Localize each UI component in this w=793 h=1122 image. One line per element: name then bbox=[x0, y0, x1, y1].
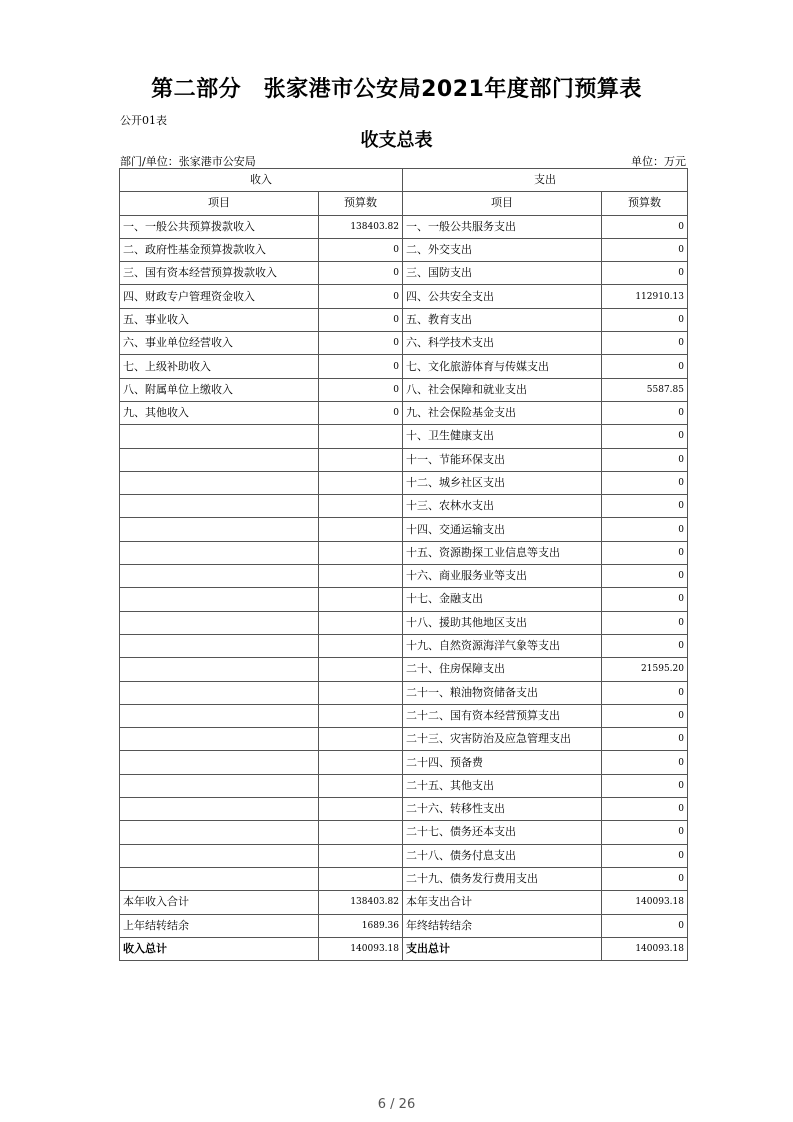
expense-value-cell: 0 bbox=[602, 541, 688, 564]
table-row bbox=[120, 285, 688, 308]
table-row bbox=[120, 914, 688, 937]
income-value-cell bbox=[319, 751, 403, 774]
column-header-row bbox=[120, 192, 688, 215]
table-row bbox=[120, 262, 688, 285]
expense-item-cell: 二十、住房保障支出 bbox=[403, 658, 602, 681]
income-value-cell bbox=[319, 634, 403, 657]
income-value-cell bbox=[319, 611, 403, 634]
income-value-cell: 0 bbox=[319, 285, 403, 308]
expense-value-cell: 0 bbox=[602, 588, 688, 611]
expense-item-cell: 十八、援助其他地区支出 bbox=[403, 611, 602, 634]
group-header-row bbox=[120, 169, 688, 192]
expense-item-cell: 十三、农林水支出 bbox=[403, 495, 602, 518]
form-code: 公开01表 bbox=[120, 114, 167, 127]
income-value-cell: 0 bbox=[319, 332, 403, 355]
table-row bbox=[120, 332, 688, 355]
income-value-cell bbox=[319, 588, 403, 611]
department-label: 部门/单位：张家港市公安局 bbox=[120, 155, 256, 168]
table-row bbox=[120, 751, 688, 774]
table-row bbox=[120, 448, 688, 471]
expense-value-cell: 0 bbox=[602, 471, 688, 494]
income-item-cell: 一、一般公共预算拨款收入 bbox=[120, 215, 319, 238]
expense-item-cell: 七、文化旅游体育与传媒支出 bbox=[403, 355, 602, 378]
table-row bbox=[120, 215, 688, 238]
expense-value-cell: 0 bbox=[602, 332, 688, 355]
expense-item-cell: 十五、资源勘探工业信息等支出 bbox=[403, 541, 602, 564]
expense-item-cell: 本年支出合计 bbox=[403, 891, 602, 914]
expense-value-cell: 0 bbox=[602, 611, 688, 634]
table-row bbox=[120, 658, 688, 681]
table-row bbox=[120, 401, 688, 424]
income-value-cell bbox=[319, 798, 403, 821]
expense-value-cell: 0 bbox=[602, 821, 688, 844]
table-row bbox=[120, 634, 688, 657]
expense-item-cell: 二十六、转移性支出 bbox=[403, 798, 602, 821]
grand-total-row bbox=[120, 937, 688, 960]
table-row bbox=[120, 728, 688, 751]
income-value-cell bbox=[319, 681, 403, 704]
income-value-cell bbox=[319, 844, 403, 867]
expense-value-cell: 0 bbox=[602, 518, 688, 541]
expense-item-cell: 二十二、国有资本经营预算支出 bbox=[403, 704, 602, 727]
expense-item-cell: 十二、城乡社区支出 bbox=[403, 471, 602, 494]
expense-value-cell: 0 bbox=[602, 798, 688, 821]
table-row bbox=[120, 844, 688, 867]
expense-item-cell: 年终结转结余 bbox=[403, 914, 602, 937]
expense-value-cell: 0 bbox=[602, 774, 688, 797]
expense-item-cell: 八、社会保障和就业支出 bbox=[403, 378, 602, 401]
expense-item-cell: 十、卫生健康支出 bbox=[403, 425, 602, 448]
expense-item-cell: 二十七、债务还本支出 bbox=[403, 821, 602, 844]
expense-item-cell: 十一、节能环保支出 bbox=[403, 448, 602, 471]
income-value-cell bbox=[319, 565, 403, 588]
income-item-cell bbox=[120, 611, 319, 634]
income-item-cell: 五、事业收入 bbox=[120, 308, 319, 331]
income-value-cell: 138403.82 bbox=[319, 215, 403, 238]
expense-item-cell: 二十三、灾害防治及应急管理支出 bbox=[403, 728, 602, 751]
table-row bbox=[120, 518, 688, 541]
income-item-cell: 本年收入合计 bbox=[120, 891, 319, 914]
income-item-cell bbox=[120, 541, 319, 564]
table-title: 收支总表 bbox=[360, 130, 433, 151]
expense-item-cell: 三、国防支出 bbox=[403, 262, 602, 285]
table-row bbox=[120, 798, 688, 821]
table-row bbox=[120, 867, 688, 890]
income-value-cell bbox=[319, 495, 403, 518]
expense-value-cell: 0 bbox=[602, 262, 688, 285]
income-item-cell: 上年结转结余 bbox=[120, 914, 319, 937]
income-value-cell bbox=[319, 448, 403, 471]
table-row bbox=[120, 541, 688, 564]
income-item-cell: 八、附属单位上缴收入 bbox=[120, 378, 319, 401]
income-item-cell bbox=[120, 798, 319, 821]
income-value-cell bbox=[319, 704, 403, 727]
expense-value-cell: 0 bbox=[602, 867, 688, 890]
expense-item-cell: 二十四、预备费 bbox=[403, 751, 602, 774]
budget-summary-table bbox=[119, 168, 688, 961]
expense-item-cell: 十九、自然资源海洋气象等支出 bbox=[403, 634, 602, 657]
table-row bbox=[120, 774, 688, 797]
expense-value-cell: 0 bbox=[602, 495, 688, 518]
expense-value-cell: 0 bbox=[602, 914, 688, 937]
expense-item-cell: 十七、金融支出 bbox=[403, 588, 602, 611]
table-row bbox=[120, 425, 688, 448]
income-item-cell: 七、上级补助收入 bbox=[120, 355, 319, 378]
income-item-cell: 六、事业单位经营收入 bbox=[120, 332, 319, 355]
table-row bbox=[120, 238, 688, 261]
income-item-cell bbox=[120, 704, 319, 727]
page-number: 6 / 26 bbox=[377, 1097, 416, 1112]
income-item-header: 项目 bbox=[120, 192, 319, 215]
expense-item-cell: 十四、交通运输支出 bbox=[403, 518, 602, 541]
expense-item-cell: 四、公共安全支出 bbox=[403, 285, 602, 308]
expense-item-cell: 二、外交支出 bbox=[403, 238, 602, 261]
income-item-cell bbox=[120, 728, 319, 751]
expense-item-cell: 二十五、其他支出 bbox=[403, 774, 602, 797]
income-total-label: 收入总计 bbox=[120, 937, 319, 960]
table-row bbox=[120, 891, 688, 914]
income-item-cell: 二、政府性基金预算拨款收入 bbox=[120, 238, 319, 261]
income-value-cell: 138403.82 bbox=[319, 891, 403, 914]
income-value-cell: 0 bbox=[319, 401, 403, 424]
expense-item-cell: 十六、商业服务业等支出 bbox=[403, 565, 602, 588]
income-value-cell: 0 bbox=[319, 262, 403, 285]
expense-value-cell: 5587.85 bbox=[602, 378, 688, 401]
expense-value-cell: 21595.20 bbox=[602, 658, 688, 681]
income-item-cell: 四、财政专户管理资金收入 bbox=[120, 285, 319, 308]
income-value-cell: 0 bbox=[319, 308, 403, 331]
income-item-cell bbox=[120, 751, 319, 774]
income-item-cell bbox=[120, 844, 319, 867]
income-item-cell bbox=[120, 774, 319, 797]
table-row bbox=[120, 308, 688, 331]
expense-item-cell: 一、一般公共服务支出 bbox=[403, 215, 602, 238]
table-row bbox=[120, 681, 688, 704]
table-row bbox=[120, 821, 688, 844]
expense-total-label: 支出总计 bbox=[403, 937, 602, 960]
expense-value-cell: 0 bbox=[602, 425, 688, 448]
expense-value-cell: 0 bbox=[602, 565, 688, 588]
expense-item-cell: 二十一、粮油物资储备支出 bbox=[403, 681, 602, 704]
table-row bbox=[120, 611, 688, 634]
income-group-header: 收入 bbox=[120, 169, 403, 192]
income-value-cell: 0 bbox=[319, 378, 403, 401]
expense-item-cell: 五、教育支出 bbox=[403, 308, 602, 331]
expense-value-cell: 0 bbox=[602, 751, 688, 774]
expense-value-cell: 0 bbox=[602, 448, 688, 471]
income-value-cell bbox=[319, 471, 403, 494]
income-value-cell: 1689.36 bbox=[319, 914, 403, 937]
expense-value-cell: 0 bbox=[602, 704, 688, 727]
expense-value-cell: 112910.13 bbox=[602, 285, 688, 308]
income-item-cell bbox=[120, 867, 319, 890]
expense-value-cell: 0 bbox=[602, 681, 688, 704]
table-row bbox=[120, 471, 688, 494]
income-item-cell: 九、其他收入 bbox=[120, 401, 319, 424]
table-row bbox=[120, 355, 688, 378]
table-row bbox=[120, 704, 688, 727]
table-row bbox=[120, 495, 688, 518]
income-item-cell bbox=[120, 448, 319, 471]
expense-value-cell: 0 bbox=[602, 238, 688, 261]
table-row bbox=[120, 565, 688, 588]
income-value-cell: 0 bbox=[319, 238, 403, 261]
expense-group-header: 支出 bbox=[403, 169, 688, 192]
expense-item-cell: 二十九、债务发行费用支出 bbox=[403, 867, 602, 890]
income-value-cell bbox=[319, 728, 403, 751]
income-item-cell bbox=[120, 518, 319, 541]
income-item-cell bbox=[120, 471, 319, 494]
income-total-value: 140093.18 bbox=[319, 937, 403, 960]
income-item-cell bbox=[120, 634, 319, 657]
income-item-cell bbox=[120, 425, 319, 448]
expense-value-cell: 0 bbox=[602, 308, 688, 331]
page-title: 第二部分 张家港市公安局2021年度部门预算表 bbox=[151, 77, 642, 102]
expense-budget-header: 预算数 bbox=[602, 192, 688, 215]
table-row bbox=[120, 588, 688, 611]
income-value-cell bbox=[319, 541, 403, 564]
expense-item-cell: 二十八、债务付息支出 bbox=[403, 844, 602, 867]
expense-item-cell: 六、科学技术支出 bbox=[403, 332, 602, 355]
expense-value-cell: 0 bbox=[602, 728, 688, 751]
expense-total-value: 140093.18 bbox=[602, 937, 688, 960]
income-value-cell bbox=[319, 821, 403, 844]
income-value-cell bbox=[319, 774, 403, 797]
income-value-cell bbox=[319, 867, 403, 890]
income-item-cell: 三、国有资本经营预算拨款收入 bbox=[120, 262, 319, 285]
income-value-cell bbox=[319, 518, 403, 541]
expense-value-cell: 140093.18 bbox=[602, 891, 688, 914]
income-value-cell bbox=[319, 425, 403, 448]
expense-value-cell: 0 bbox=[602, 634, 688, 657]
table-row bbox=[120, 378, 688, 401]
income-item-cell bbox=[120, 495, 319, 518]
unit-label: 单位：万元 bbox=[631, 155, 686, 168]
income-budget-header: 预算数 bbox=[319, 192, 403, 215]
income-item-cell bbox=[120, 565, 319, 588]
expense-value-cell: 0 bbox=[602, 355, 688, 378]
expense-item-cell: 九、社会保险基金支出 bbox=[403, 401, 602, 424]
expense-value-cell: 0 bbox=[602, 401, 688, 424]
expense-value-cell: 0 bbox=[602, 844, 688, 867]
income-item-cell bbox=[120, 588, 319, 611]
income-item-cell bbox=[120, 681, 319, 704]
income-item-cell bbox=[120, 658, 319, 681]
income-value-cell bbox=[319, 658, 403, 681]
expense-item-header: 项目 bbox=[403, 192, 602, 215]
income-value-cell: 0 bbox=[319, 355, 403, 378]
expense-value-cell: 0 bbox=[602, 215, 688, 238]
income-item-cell bbox=[120, 821, 319, 844]
